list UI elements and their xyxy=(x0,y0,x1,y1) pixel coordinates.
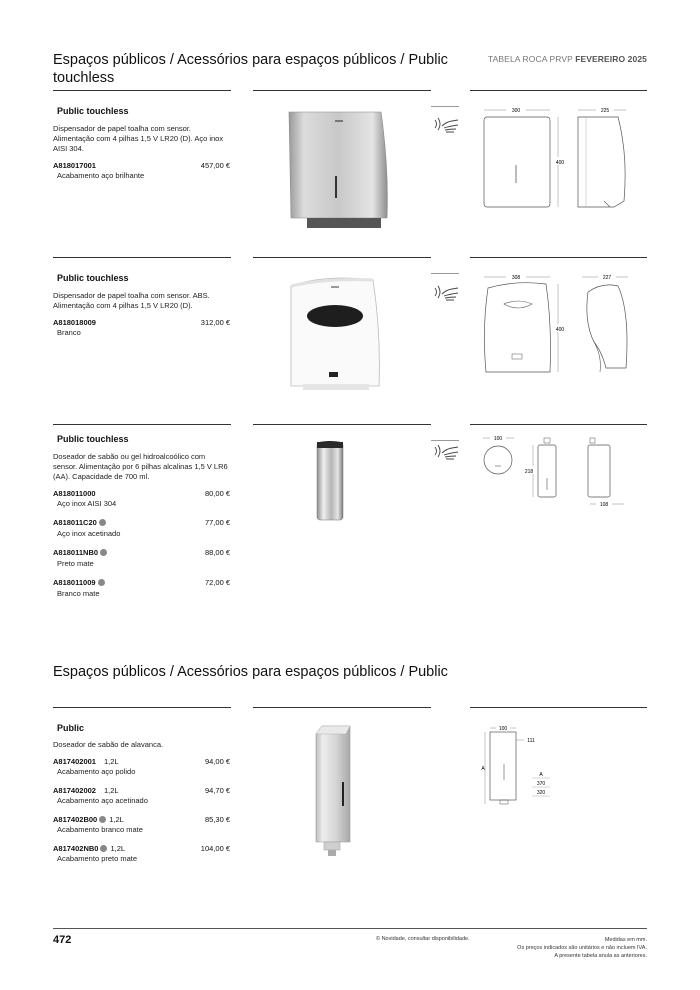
divider xyxy=(470,257,647,258)
product-code-row xyxy=(53,548,107,557)
product-price: 72,00 € xyxy=(204,578,230,587)
dim-label-a: A xyxy=(481,766,485,772)
product-capacity: 1,2L xyxy=(103,786,119,795)
novelty-icon xyxy=(100,845,107,852)
product-description: Doseador de sabão de alavanca. xyxy=(53,740,164,749)
product-code-row xyxy=(53,786,119,795)
product-description: Dispensador de papel toalha com sensor. Alimentação com 4 pilhas 1,5 V LR20 (D). Aço inox AISI 304. xyxy=(53,124,224,153)
footer-notes xyxy=(517,936,647,960)
product-code: A818017001 xyxy=(53,161,96,170)
technical-drawing xyxy=(476,718,556,808)
divider xyxy=(253,90,431,91)
novelty-icon xyxy=(99,816,106,823)
footer-note: A presente tabela anula as anteriores. xyxy=(554,953,647,959)
product-finish: Acabamento aço polido xyxy=(57,767,136,776)
divider xyxy=(253,424,431,425)
novelty-note: © Novidade, consultar disponibilidade. xyxy=(376,936,470,942)
product-capacity: 1,2L xyxy=(109,815,124,824)
product-finish: Acabamento branco mate xyxy=(57,825,143,834)
divider xyxy=(253,707,431,708)
product-price: 80,00 € xyxy=(204,489,230,498)
product-price: 94,70 € xyxy=(204,786,230,795)
technical-drawing xyxy=(478,272,648,382)
dim-table-value: 320 xyxy=(536,790,546,796)
section-title: Public touchless xyxy=(57,434,129,444)
product-finish: Acabamento aço brilhante xyxy=(57,171,145,180)
soap-dispenser-lever-image xyxy=(306,722,358,862)
product-code: A818011NB0 xyxy=(53,548,99,557)
divider xyxy=(470,707,647,708)
catalog-edition: FEVEREIRO 2025 xyxy=(575,54,647,64)
product-code-row xyxy=(53,844,125,853)
product-finish: Aço inox acetinado xyxy=(57,529,121,538)
section-title: Public touchless xyxy=(57,273,129,283)
product-price: 104,00 € xyxy=(200,844,230,853)
dim-table-value: 370 xyxy=(536,781,546,787)
product-code: A818011009 xyxy=(53,578,96,587)
product-price: 77,00 € xyxy=(204,518,230,527)
product-finish: Preto mate xyxy=(57,559,94,568)
catalog-header xyxy=(488,54,647,64)
dim-width: 300 xyxy=(511,108,521,114)
product-description: Doseador de sabão ou gel hidroalcoólico com sensor. Alimentação por 6 pilhas alcalinas 1,5 V LR6 (AA). Capacidade de 700 ml. xyxy=(53,452,228,481)
product-price: 85,30 € xyxy=(204,815,230,824)
product-code: A818011000 xyxy=(53,489,96,498)
footer-note: Medidas em mm. xyxy=(604,937,647,943)
dim-height: 400 xyxy=(555,327,565,333)
divider xyxy=(53,707,231,708)
section-heading: Espaços públicos / Acessórios para espaços públicos / Public xyxy=(53,664,448,680)
paper-towel-dispenser-white-image xyxy=(285,272,385,396)
technical-drawing xyxy=(478,105,648,215)
dim-depth: 108 xyxy=(599,502,609,508)
dim-table-header: A xyxy=(539,772,543,778)
product-code: A817402NB0 xyxy=(53,844,99,853)
novelty-icon xyxy=(99,519,106,526)
product-code: A817402002 xyxy=(53,786,96,795)
product-finish: Acabamento aço acetinado xyxy=(57,796,148,805)
product-finish: Aço inox AISI 304 xyxy=(57,499,117,508)
product-finish: Branco xyxy=(57,328,81,337)
hand-sensor-icon xyxy=(432,441,460,461)
footer-divider xyxy=(53,928,647,929)
product-finish: Branco mate xyxy=(57,589,100,598)
page-title: Espaços públicos / Acessórios para espaços públicos / Public touchless xyxy=(53,52,448,86)
divider xyxy=(431,273,459,274)
divider xyxy=(53,424,231,425)
product-capacity: 1,2L xyxy=(110,844,126,853)
divider xyxy=(53,257,231,258)
section-title: Public touchless xyxy=(57,106,129,116)
product-code: A818011C20 xyxy=(53,518,97,527)
divider xyxy=(470,90,647,91)
page-number: 472 xyxy=(53,934,72,946)
dim-diameter: 100 xyxy=(493,436,503,442)
product-code: A818018009 xyxy=(53,318,96,327)
paper-towel-dispenser-steel-image xyxy=(285,108,395,232)
product-code-row xyxy=(53,578,105,587)
catalog-name: TABELA ROCA PRVP xyxy=(487,54,573,64)
dim-width: 308 xyxy=(511,275,521,281)
soap-dispenser-sensor-image xyxy=(312,438,348,524)
product-code-row xyxy=(53,757,119,766)
dim-height: 218 xyxy=(524,469,534,475)
product-capacity: 1,2L xyxy=(103,757,119,766)
divider xyxy=(470,424,647,425)
product-price: 88,00 € xyxy=(204,548,230,557)
technical-drawing xyxy=(478,432,648,512)
dim-height: 400 xyxy=(555,160,565,166)
product-price: 457,00 € xyxy=(200,161,230,170)
divider xyxy=(431,106,459,107)
dim-width: 100 xyxy=(498,726,508,732)
hand-sensor-icon xyxy=(432,114,460,134)
product-finish: Acabamento preto mate xyxy=(57,854,138,863)
product-price: 312,00 € xyxy=(200,318,230,327)
novelty-icon xyxy=(100,549,107,556)
product-description: Dispensador de papel toalha com sensor. ABS. Alimentação com 4 pilhas 1,5 V LR20 (D). xyxy=(53,291,210,310)
dim-depth: 111 xyxy=(527,738,535,744)
hand-sensor-icon xyxy=(432,282,460,302)
product-code-row xyxy=(53,518,106,527)
product-price: 94,00 € xyxy=(204,757,230,766)
section-title: Public xyxy=(57,723,85,733)
dim-depth: 227 xyxy=(602,275,612,281)
footer-note: Os preços indicados são unitários e não incluem IVA. xyxy=(517,945,647,951)
product-code: A817402B00 xyxy=(53,815,98,824)
divider xyxy=(253,257,431,258)
product-code: A817402001 xyxy=(53,757,96,766)
product-code-row xyxy=(53,815,124,824)
divider xyxy=(53,90,231,91)
novelty-icon xyxy=(98,579,105,586)
dim-depth: 225 xyxy=(600,108,610,114)
